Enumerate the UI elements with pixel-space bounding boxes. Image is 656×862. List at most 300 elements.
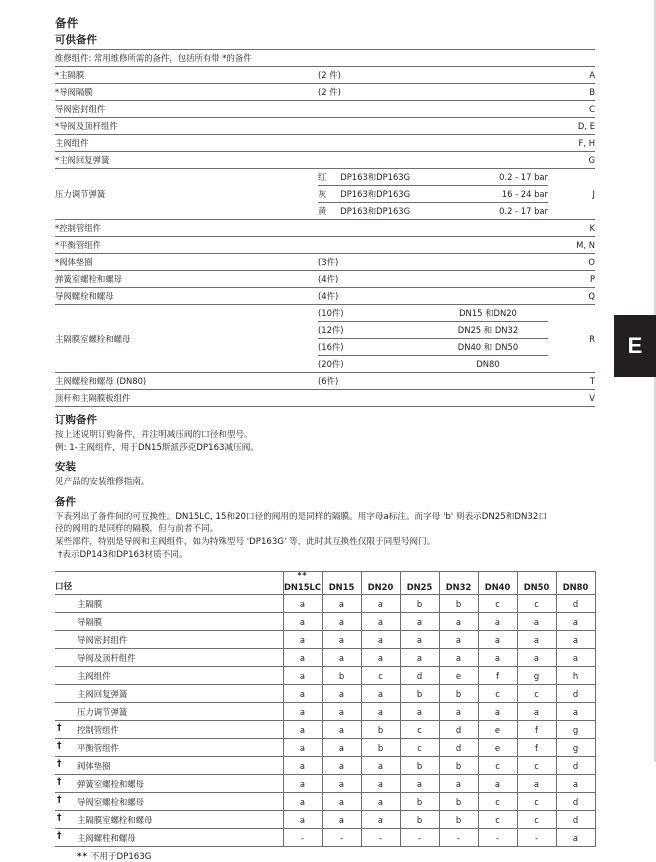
interchange-cell: d xyxy=(439,739,478,757)
interchange-row-name xyxy=(55,703,283,721)
interchange-cell: a xyxy=(556,631,595,649)
part-qty: (6件) xyxy=(318,373,428,390)
table-row xyxy=(55,152,595,169)
bolt-qty: (10件) xyxy=(318,305,428,322)
table-row xyxy=(55,793,595,811)
interchange-cell: b xyxy=(400,793,439,811)
interchange-cell: g xyxy=(556,739,595,757)
interchange-cell: b xyxy=(439,595,478,613)
ordering-line-2: 例: 1-主阀组件，用于DN15斯派莎克DP163减压阀。 xyxy=(55,442,259,453)
column-header-dn80-label: DN80 xyxy=(562,582,589,593)
part-ref: K xyxy=(548,220,595,237)
spring-group-name: 压力调节弹簧 xyxy=(55,169,318,220)
interchange-cell: a xyxy=(361,685,400,703)
bolt-qty: (12件) xyxy=(318,322,428,339)
spacer-marker xyxy=(557,572,595,582)
part-ref: O xyxy=(548,254,595,271)
parts2-line-3: 某些部件，特别是导阀和主阀组件，如为特殊型号 'DP163G' 等，此时其互换性仅限于同型号阀门。 xyxy=(55,536,436,547)
interchange-table-head xyxy=(55,572,595,595)
column-header-dn80 xyxy=(556,572,595,595)
bolt-qty: (16件) xyxy=(318,339,428,356)
interchange-cell: c xyxy=(517,811,556,829)
interchange-cell: a xyxy=(478,631,517,649)
dagger-icon: † xyxy=(57,723,62,734)
table-row xyxy=(55,649,595,667)
table-row xyxy=(55,254,595,271)
interchange-cell: c xyxy=(478,811,517,829)
interchange-cell: a xyxy=(283,793,322,811)
interchange-cell: a xyxy=(283,721,322,739)
part-name: *主阀回复弹簧 xyxy=(55,152,318,169)
part-name: 顶杆和主隔膜板组件 xyxy=(55,390,318,407)
interchange-cell: a xyxy=(400,649,439,667)
dagger-icon: † xyxy=(57,777,62,788)
column-header-dn15lc xyxy=(283,572,322,595)
interchange-cell: a xyxy=(322,703,361,721)
interchange-cell: - xyxy=(400,829,439,847)
interchange-cell: d xyxy=(556,595,595,613)
spring-color: 灰 xyxy=(318,186,340,203)
interchange-row-name xyxy=(55,613,283,631)
table-row xyxy=(55,390,595,407)
part-qty: (4件) xyxy=(318,288,428,305)
spring-detail-table xyxy=(318,169,548,219)
interchange-row-label: 导阀室螺栓和螺母 xyxy=(77,796,144,807)
interchange-section xyxy=(55,571,595,862)
interchange-row-name xyxy=(55,811,283,829)
spring-model: DP163和DP163G xyxy=(340,206,411,216)
interchange-cell: a xyxy=(361,793,400,811)
parts2-line-1: 下表列出了备件间的可互换性。DN15LC, 15和20口径的阀用的是同样的隔膜。用字母a标注。而字母 'b' 则表示DN25和DN32口 xyxy=(55,511,547,522)
spring-range: 0.2 - 17 bar xyxy=(466,169,548,186)
interchange-cell: b xyxy=(322,667,361,685)
part-ref: G xyxy=(548,152,595,169)
heading-ordering: 订购备件 xyxy=(55,414,97,426)
table-row xyxy=(55,739,595,757)
table-row xyxy=(55,67,595,84)
part-mid xyxy=(428,67,548,84)
part-name: 弹簧室螺栓和螺母 xyxy=(55,271,318,288)
interchange-cell: a xyxy=(478,775,517,793)
interchange-cell: a xyxy=(322,649,361,667)
part-name: *平衡管组件 xyxy=(55,237,318,254)
interchange-cell: b xyxy=(439,757,478,775)
heading-installation: 安装 xyxy=(55,461,76,474)
table-row xyxy=(55,373,595,390)
part-mid xyxy=(428,373,548,390)
table-row xyxy=(55,757,595,775)
interchange-cell: c xyxy=(478,793,517,811)
interchange-cell: d xyxy=(400,667,439,685)
interchange-cell: a xyxy=(322,739,361,757)
interchange-table xyxy=(55,571,596,847)
interchange-cell: a xyxy=(322,613,361,631)
parts-table-note-row xyxy=(55,50,595,67)
table-row xyxy=(318,186,548,203)
column-header-dn50 xyxy=(517,572,556,595)
table-row xyxy=(55,118,595,135)
interchange-cell: a xyxy=(283,685,322,703)
interchange-cell: b xyxy=(400,685,439,703)
interchange-cell: a xyxy=(517,631,556,649)
part-qty xyxy=(318,220,428,237)
interchange-cell: - xyxy=(478,829,517,847)
interchange-row-label: 弹簧室螺栓和螺母 xyxy=(77,778,144,789)
interchange-cell: a xyxy=(322,595,361,613)
column-header-dn40 xyxy=(478,572,517,595)
spring-range: 16 - 24 bar xyxy=(466,186,548,203)
bolt-dn: DN80 xyxy=(476,359,500,369)
interchange-cell: b xyxy=(439,793,478,811)
interchange-row-label: 压力调节弹簧 xyxy=(77,706,128,717)
interchange-row-name xyxy=(55,631,283,649)
interchange-row-label: 导阀密封组件 xyxy=(77,634,128,645)
interchange-cell: e xyxy=(478,739,517,757)
interchange-cell: a xyxy=(322,685,361,703)
interchange-cell: g xyxy=(517,667,556,685)
interchange-cell: - xyxy=(322,829,361,847)
interchange-cell: a xyxy=(361,775,400,793)
interchange-cell: g xyxy=(556,721,595,739)
spacer-marker xyxy=(479,572,517,582)
part-name: *导阀及顶杆组件 xyxy=(55,118,318,135)
part-ref: M, N xyxy=(548,237,595,254)
part-name: 主阀组件 xyxy=(55,135,318,152)
interchange-cell: a xyxy=(556,829,595,847)
part-qty xyxy=(318,237,428,254)
part-mid xyxy=(428,135,548,152)
interchange-cell: d xyxy=(556,757,595,775)
spring-group-row xyxy=(55,169,595,220)
dagger-icon: † xyxy=(57,741,62,752)
table-row xyxy=(55,829,595,847)
part-qty xyxy=(318,118,428,135)
dagger-icon: † xyxy=(57,813,62,824)
part-ref: C xyxy=(548,101,595,118)
part-qty: (2 件) xyxy=(318,84,428,101)
part-mid xyxy=(428,152,548,169)
interchange-row-name xyxy=(55,649,283,667)
spacer-marker xyxy=(440,572,478,582)
bolt-group-row xyxy=(55,305,595,373)
parts-table-body xyxy=(55,50,595,407)
interchange-cell: a xyxy=(478,703,517,721)
interchange-cell: a xyxy=(439,631,478,649)
column-header-dn20 xyxy=(361,572,400,595)
interchange-cell: a xyxy=(283,775,322,793)
page-content xyxy=(55,16,595,862)
table-row xyxy=(55,613,595,631)
interchange-cell: a xyxy=(322,631,361,649)
interchange-row-name xyxy=(55,757,283,775)
part-name: *导阀隔膜 xyxy=(55,84,318,101)
interchange-row-name xyxy=(55,721,283,739)
part-mid xyxy=(428,237,548,254)
interchange-cell: a xyxy=(283,667,322,685)
column-header-dn15lc-label: DN15LC xyxy=(283,582,322,593)
table-row xyxy=(55,135,595,152)
interchange-row-name xyxy=(55,685,283,703)
interchange-cell: c xyxy=(400,721,439,739)
interchange-cell: a xyxy=(517,703,556,721)
interchange-footnote xyxy=(55,850,595,862)
interchange-row-name xyxy=(55,775,283,793)
bolt-detail-table xyxy=(318,305,548,372)
column-header-dn50-label: DN50 xyxy=(523,582,550,593)
interchange-cell: a xyxy=(439,649,478,667)
interchange-cell: - xyxy=(439,829,478,847)
interchange-cell: b xyxy=(400,757,439,775)
table-row xyxy=(318,203,548,220)
table-row xyxy=(55,220,595,237)
interchange-cell: a xyxy=(361,703,400,721)
table-row xyxy=(55,721,595,739)
interchange-cell: a xyxy=(283,595,322,613)
bolt-group-ref: R xyxy=(548,305,595,373)
interchange-cell: - xyxy=(517,829,556,847)
interchange-cell: a xyxy=(400,775,439,793)
footnote-marker: ** xyxy=(77,852,88,862)
part-qty xyxy=(318,152,428,169)
interchange-cell: a xyxy=(283,649,322,667)
interchange-cell: a xyxy=(556,775,595,793)
parts-table xyxy=(55,49,595,407)
interchange-row-name xyxy=(55,793,283,811)
table-row xyxy=(55,237,595,254)
interchange-row-label: 主阀组件 xyxy=(77,670,111,681)
interchange-row-label: 导阀及顶杆组件 xyxy=(77,652,136,663)
part-mid xyxy=(428,254,548,271)
interchange-cell: a xyxy=(517,613,556,631)
interchange-row-name xyxy=(55,739,283,757)
part-qty xyxy=(318,135,428,152)
parts2-line-2: 径的阀用的是同样的隔膜，但与前者不同。 xyxy=(55,524,219,535)
interchange-cell: - xyxy=(361,829,400,847)
interchange-cell: b xyxy=(361,739,400,757)
interchange-cell: b xyxy=(439,811,478,829)
interchange-cell: c xyxy=(517,595,556,613)
bolt-dn: DN15 和DN20 xyxy=(428,305,548,322)
bolt-dn: DN40 和 DN50 xyxy=(428,339,548,356)
maintenance-note: 维修组件: 常用维修所需的备件，包括所有带 *的备件 xyxy=(55,50,595,67)
spacer-marker xyxy=(518,572,556,582)
parts2-line-4: †表示DP143和DP163材质不同。 xyxy=(58,549,188,560)
column-header-dn32 xyxy=(439,572,478,595)
bolt-group-name: 主隔膜室螺栓和螺母 xyxy=(55,305,318,373)
interchange-cell: a xyxy=(361,613,400,631)
ordering-line-1: 按上述说明订购备件，并注明减压阀的口径和型号。 xyxy=(55,430,253,440)
interchange-cell: c xyxy=(478,595,517,613)
interchange-cell: a xyxy=(556,613,595,631)
interchange-row-name xyxy=(55,595,283,613)
interchange-cell: a xyxy=(322,793,361,811)
interchange-cell: a xyxy=(361,757,400,775)
spring-color: 黄 xyxy=(318,206,327,216)
section-tab-e xyxy=(614,315,656,377)
spring-range: 0.2 - 17 bar xyxy=(499,206,548,216)
interchange-cell: d xyxy=(556,685,595,703)
interchange-row-label: 主隔膜 xyxy=(77,598,103,609)
interchange-cell: a xyxy=(361,649,400,667)
part-ref: V xyxy=(548,390,595,407)
interchange-cell: e xyxy=(439,667,478,685)
part-name: 导阀螺栓和螺母 xyxy=(55,288,318,305)
part-name: *主隔膜 xyxy=(55,67,318,84)
table-row xyxy=(318,169,548,186)
interchange-cell: c xyxy=(517,793,556,811)
interchange-cell: a xyxy=(322,811,361,829)
interchange-row-name xyxy=(55,667,283,685)
interchange-row-label: 导隔膜 xyxy=(77,616,103,627)
spring-group-detail xyxy=(318,169,548,220)
table-row xyxy=(55,288,595,305)
double-star-marker: ** xyxy=(297,571,308,581)
part-mid xyxy=(428,288,548,305)
installation-line-1: 见产品的安装维修指南。 xyxy=(55,477,150,488)
interchange-cell: f xyxy=(517,721,556,739)
column-header-dn25-label: DN25 xyxy=(406,582,433,593)
spacer-marker xyxy=(323,572,361,582)
spring-group-ref: J xyxy=(548,169,595,220)
part-mid xyxy=(428,101,548,118)
part-ref: P xyxy=(548,271,595,288)
part-qty: (4件) xyxy=(318,271,428,288)
interchange-row-label: 主阀回复弹簧 xyxy=(77,688,128,699)
spring-color: 红 xyxy=(318,169,340,186)
part-name: 导阀密封组件 xyxy=(55,101,318,118)
dagger-icon: † xyxy=(57,831,62,842)
spring-model: DP163和DP163G xyxy=(340,169,466,186)
column-header-dn40-label: DN40 xyxy=(484,582,511,593)
table-row xyxy=(55,703,595,721)
heading-spare-parts: 备件 xyxy=(55,16,79,30)
part-qty xyxy=(318,101,428,118)
part-mid xyxy=(428,118,548,135)
heading-spare-parts-2: 备件 xyxy=(55,495,76,508)
interchange-cell: a xyxy=(283,757,322,775)
interchange-cell: b xyxy=(400,595,439,613)
interchange-cell: h xyxy=(556,667,595,685)
table-row xyxy=(55,271,595,288)
bolt-qty: (20件) xyxy=(318,359,344,369)
interchange-cell: f xyxy=(478,667,517,685)
table-row xyxy=(55,101,595,118)
interchange-cell: a xyxy=(361,595,400,613)
part-mid xyxy=(428,84,548,101)
interchange-cell: e xyxy=(478,721,517,739)
interchange-cell: a xyxy=(517,775,556,793)
part-mid xyxy=(428,271,548,288)
interchange-table-body xyxy=(55,595,595,847)
interchange-row-label: 主隔膜室螺栓和螺母 xyxy=(77,814,153,825)
interchange-cell: b xyxy=(400,811,439,829)
interchange-cell: a xyxy=(322,775,361,793)
interchange-cell: d xyxy=(556,793,595,811)
interchange-cell: a xyxy=(439,775,478,793)
table-row xyxy=(55,595,595,613)
spacer-marker xyxy=(401,572,439,582)
interchange-cell: - xyxy=(283,829,322,847)
part-ref: T xyxy=(548,373,595,390)
interchange-cell: c xyxy=(400,739,439,757)
interchange-cell: a xyxy=(322,757,361,775)
table-row xyxy=(318,322,548,339)
spring-model: DP163和DP163G xyxy=(340,186,466,203)
table-row xyxy=(318,305,548,322)
interchange-row-name xyxy=(55,829,283,847)
dagger-icon: † xyxy=(57,795,62,806)
interchange-cell: a xyxy=(322,721,361,739)
interchange-cell: a xyxy=(556,649,595,667)
table-row xyxy=(55,667,595,685)
interchange-cell: a xyxy=(478,649,517,667)
interchange-cell: f xyxy=(517,739,556,757)
table-row xyxy=(55,685,595,703)
column-header-dn32-label: DN32 xyxy=(445,582,472,593)
spacer-marker xyxy=(362,572,400,582)
interchange-cell: a xyxy=(283,613,322,631)
part-ref: F, H xyxy=(548,135,595,152)
bolt-group-detail xyxy=(318,305,548,373)
interchange-cell: c xyxy=(478,757,517,775)
interchange-row-label: 控制管组件 xyxy=(77,724,119,735)
part-ref: B xyxy=(548,84,595,101)
interchange-cell: c xyxy=(517,685,556,703)
part-ref: D, E xyxy=(548,118,595,135)
table-row xyxy=(318,356,548,373)
bolt-dn: DN25 和 DN32 xyxy=(428,322,548,339)
interchange-cell: a xyxy=(283,739,322,757)
interchange-cell: a xyxy=(283,631,322,649)
interchange-cell: a xyxy=(361,811,400,829)
part-qty: (2 件) xyxy=(318,67,428,84)
spring-detail-body xyxy=(318,169,548,219)
part-ref: Q xyxy=(548,288,595,305)
interchange-cell: a xyxy=(439,613,478,631)
interchange-cell: d xyxy=(439,721,478,739)
interchange-cell: a xyxy=(400,703,439,721)
interchange-cell: c xyxy=(478,685,517,703)
interchange-cell: a xyxy=(400,613,439,631)
part-ref: A xyxy=(548,67,595,84)
footnote-text: 不用于DP163G xyxy=(90,852,152,862)
part-name: *阀体垫圈 xyxy=(55,254,318,271)
heading-available-parts: 可供备件 xyxy=(55,34,97,46)
interchange-cell: a xyxy=(283,703,322,721)
interchange-cell: a xyxy=(439,703,478,721)
column-header-size: 口径 xyxy=(55,572,283,595)
table-row xyxy=(55,775,595,793)
part-mid xyxy=(428,390,548,407)
interchange-row-label: 主阀螺柱和螺母 xyxy=(77,832,136,843)
interchange-cell: a xyxy=(478,613,517,631)
interchange-row-label: 平衡管组件 xyxy=(77,742,119,753)
interchange-cell: b xyxy=(439,685,478,703)
interchange-cell: b xyxy=(361,721,400,739)
table-row xyxy=(55,84,595,101)
interchange-cell: d xyxy=(556,811,595,829)
interchange-cell: a xyxy=(283,811,322,829)
interchange-cell: a xyxy=(556,703,595,721)
interchange-header-row xyxy=(55,572,595,595)
interchange-cell: c xyxy=(361,667,400,685)
bolt-detail-body xyxy=(318,305,548,372)
interchange-cell: a xyxy=(361,631,400,649)
part-qty: (3件) xyxy=(318,254,428,271)
dagger-icon: † xyxy=(57,759,62,770)
part-qty xyxy=(318,390,428,407)
table-row xyxy=(318,339,548,356)
